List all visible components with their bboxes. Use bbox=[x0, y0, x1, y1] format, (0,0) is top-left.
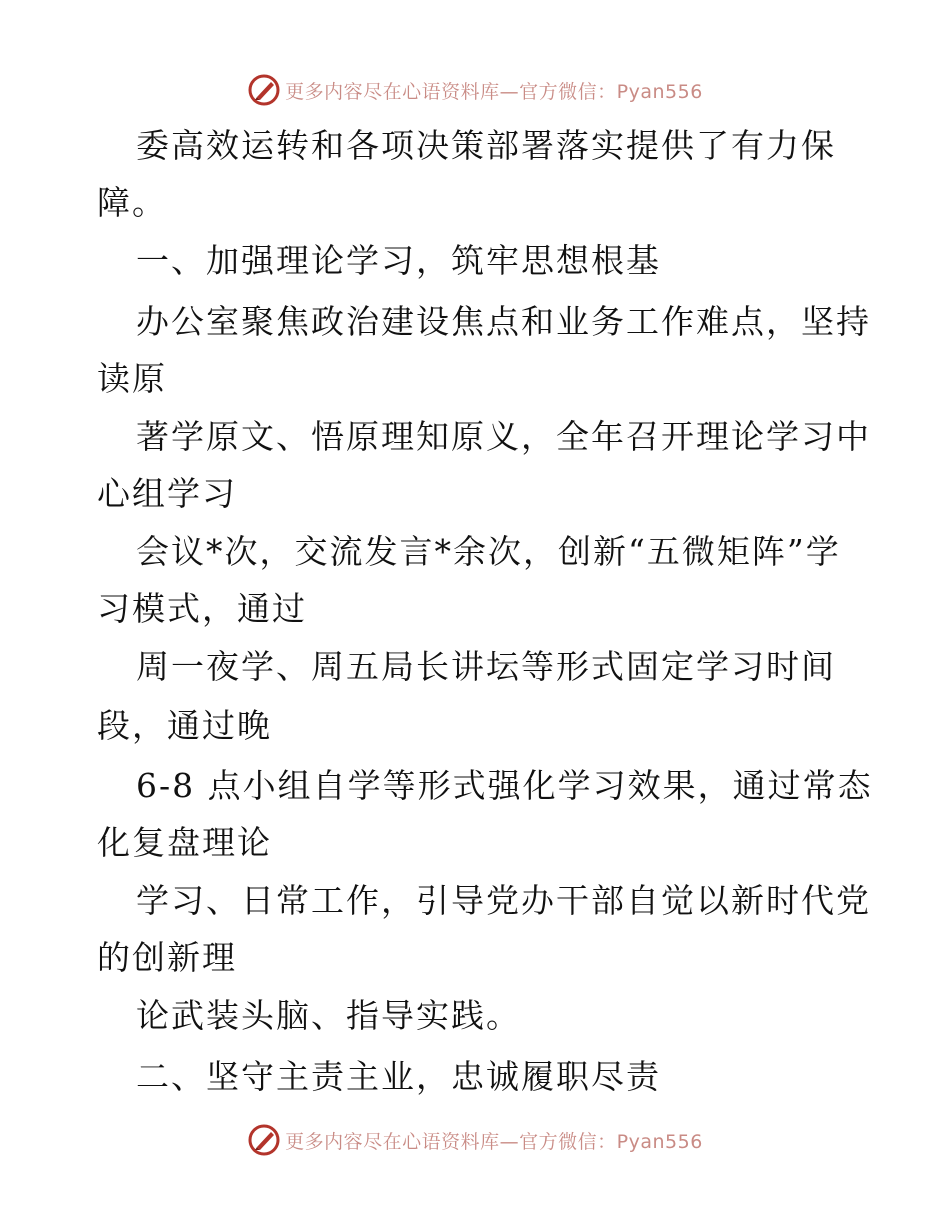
text-line: 办公室聚焦政治建设焦点和业务工作难点，坚持 bbox=[136, 302, 871, 341]
text-line: 论武装头脑、指导实践。 bbox=[136, 996, 521, 1035]
text-line: 障。 bbox=[97, 183, 167, 222]
section-heading: 二、坚守主责主业，忠诚履职尽责 bbox=[136, 1057, 661, 1096]
text-line: 段，通过晚 bbox=[97, 706, 272, 745]
text-line: 学习、日常工作，引导党办干部自觉以新时代党 bbox=[136, 881, 871, 920]
text-line: 的创新理 bbox=[97, 938, 237, 977]
watermark-text: 更多内容尽在心语资料库—官方微信：Pyan556 bbox=[285, 1130, 703, 1153]
text-line: 著学原文、悟原理知原义，全年召开理论学习中 bbox=[136, 417, 871, 456]
pen-logo-icon bbox=[247, 1123, 281, 1157]
watermark-text: 更多内容尽在心语资料库—官方微信：Pyan556 bbox=[285, 80, 703, 103]
section-heading: 一、加强理论学习，筑牢思想根基 bbox=[136, 241, 661, 280]
pen-logo-icon bbox=[247, 73, 281, 107]
text-line: 周一夜学、周五局长讲坛等形式固定学习时间 bbox=[136, 647, 836, 686]
text-line: 会议*次，交流发言*余次，创新“五微矩阵”学 bbox=[136, 532, 841, 571]
text-line: 6-8 点小组自学等形式强化学习效果，通过常态 bbox=[136, 766, 873, 805]
text-line: 委高效运转和各项决策部署落实提供了有力保 bbox=[136, 126, 836, 165]
text-line: 化复盘理论 bbox=[97, 823, 272, 862]
text-line: 习模式，通过 bbox=[97, 589, 307, 628]
footer-watermark bbox=[0, 1120, 950, 1160]
text-line: 心组学习 bbox=[97, 474, 237, 513]
header-watermark bbox=[0, 70, 950, 110]
text-line: 读原 bbox=[97, 359, 167, 398]
